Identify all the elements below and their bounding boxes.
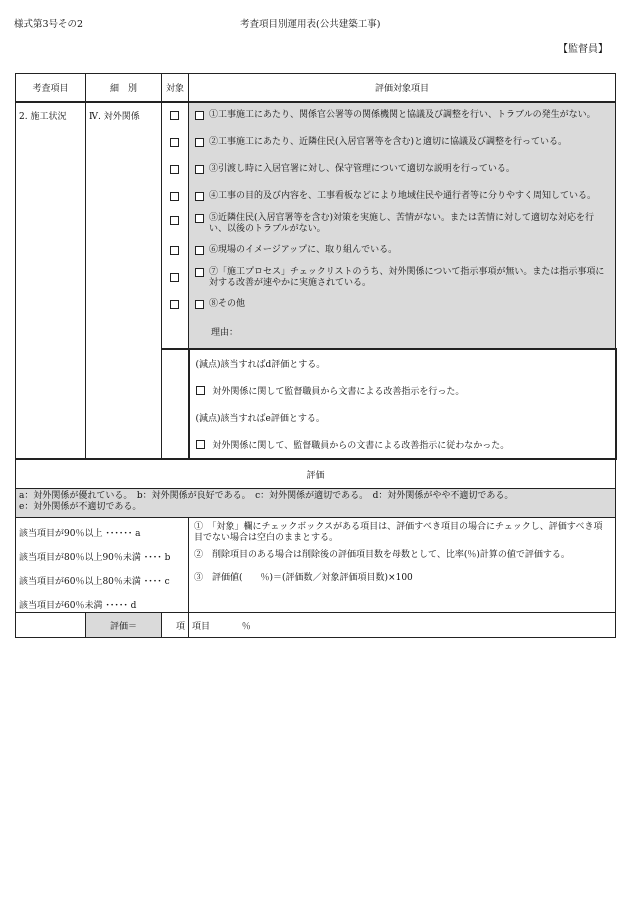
criterion-checkbox[interactable]: [195, 111, 204, 120]
document-title: 考査項目別運用表(公共建築工事): [240, 19, 381, 30]
criterion-item: ⑦「施工プロセス」チェックリストのうち、対外関係について指示事項が無い。または指示事項に対する改善が速やかに実施されている。: [189, 267, 615, 288]
row-category: 2. 施工状況: [16, 102, 86, 459]
result-blank: [16, 613, 86, 638]
criterion-item: ④工事の目的及び内容を、工事看板などにより地域住民や通行者等に分りやすく周知している。: [189, 191, 615, 202]
e-deduction-heading: (減点)該当すればe評価とする。: [195, 414, 325, 424]
result-label: 評価＝: [86, 613, 162, 638]
criterion-checkbox[interactable]: [195, 268, 204, 277]
criterion-checkbox[interactable]: [195, 300, 204, 309]
evaluation-band-row: [16, 459, 616, 489]
legend-line: a：対外関係が優れている。 b：対外関係が良好である。 c：対外関係が適切である。 d：対外関係がやや不適切である。: [19, 491, 514, 501]
criterion-item: ①工事施工にあたり、関係官公署等の関係機関と協議及び調整を行い、トラブルの発生がない。: [189, 110, 615, 121]
result-row: [16, 613, 616, 638]
criterion-checkbox[interactable]: [195, 214, 204, 223]
note-item: ① 「対象」欄にチェックボックスがある項目は、評価すべき項目の場合にチェックし、評価すべき項目でない場合は空白のままとする。: [194, 522, 603, 543]
form-number: 様式第3号その2: [14, 19, 84, 30]
scale-notes-row: [16, 518, 616, 613]
e-deduction-checkbox[interactable]: [196, 440, 205, 449]
grade-legend: [16, 489, 616, 518]
e-deduction-item: 対外関係に関して、監督職員からの文書による改善指示に従わなかった。: [196, 438, 609, 451]
result-percent: ％: [241, 621, 251, 632]
target-checkboxes: [162, 102, 189, 349]
target-checkbox[interactable]: [170, 165, 179, 174]
scale-item: 該当項目が60％以上80％未満 ････ c: [19, 577, 170, 587]
criterion-checkbox[interactable]: [195, 138, 204, 147]
scale-item: 該当項目が60％未満 ･････ d: [19, 601, 137, 611]
note-item: ③ 評価値( ％)＝(評価数／対象評価項目数)×100: [194, 573, 413, 583]
criterion-item: ②工事施工にあたり、近隣住民(入居官署等を含む)と適切に協議及び調整を行っている。: [189, 137, 615, 148]
target-checkbox[interactable]: [170, 111, 179, 120]
criterion-checkbox[interactable]: [195, 246, 204, 255]
criteria-cell: [189, 102, 616, 349]
result-items-cell: [189, 613, 616, 638]
deduction-cell: [189, 349, 616, 459]
d-deduction-item: 対外関係に関して監督職員から文書による改善指示を行った。: [196, 384, 609, 397]
note-item: ② 削除項目のある場合は削除後の評価項目数を母数として、比率(％)計算の値で評価する。: [194, 550, 570, 560]
result-items-label: 項目: [192, 621, 211, 632]
criterion-checkbox[interactable]: [195, 192, 204, 201]
grade-scale: [16, 518, 189, 613]
criterion-item: ③引渡し時に入居官署に対し、保守管理について適切な説明を行っている。: [189, 164, 615, 175]
target-checkbox[interactable]: [170, 192, 179, 201]
legend-line: e：対外関係が不適切である。: [19, 502, 142, 512]
evaluation-band: 評価: [16, 459, 616, 489]
target-checkbox[interactable]: [170, 138, 179, 147]
target-checkbox[interactable]: [170, 216, 179, 225]
header-category: 考査項目: [16, 74, 86, 103]
criterion-item: ⑤近隣住民(入居官署等を含む)対策を実施し、苦情がない。または苦情に対して適切な対応を行い、以後のトラブルがない。: [189, 213, 615, 234]
header-sub: 細 別: [86, 74, 162, 103]
row-sub: Ⅳ. 対外関係: [86, 102, 162, 459]
criteria-row: [16, 102, 616, 349]
criterion-checkbox[interactable]: [195, 165, 204, 174]
scale-item: 該当項目が80％以上90％未満 ････ b: [19, 553, 171, 563]
criterion-item: ⑧その他: [189, 299, 615, 310]
deduction-target-blank: [162, 349, 189, 459]
legend-row: [16, 489, 616, 518]
scale-item: 該当項目が90％以上 ･･････ a: [19, 529, 141, 539]
header-items: 評価対象項目: [189, 74, 616, 103]
target-checkbox[interactable]: [170, 300, 179, 309]
result-unit: 項: [162, 613, 189, 638]
header-target: 対象: [162, 74, 189, 103]
d-deduction-checkbox[interactable]: [196, 386, 205, 395]
notes-cell: [189, 518, 616, 613]
criterion-item: ⑥現場のイメージアップに、取り組んでいる。: [189, 245, 615, 256]
role-label: 【監督員】: [558, 44, 608, 55]
d-deduction-heading: (減点)該当すればd評価とする。: [195, 360, 326, 370]
target-checkbox[interactable]: [170, 246, 179, 255]
reason-label: 理由：: [211, 328, 239, 338]
target-checkbox[interactable]: [170, 273, 179, 282]
table-header-row: [16, 74, 616, 103]
evaluation-table: [15, 73, 617, 638]
